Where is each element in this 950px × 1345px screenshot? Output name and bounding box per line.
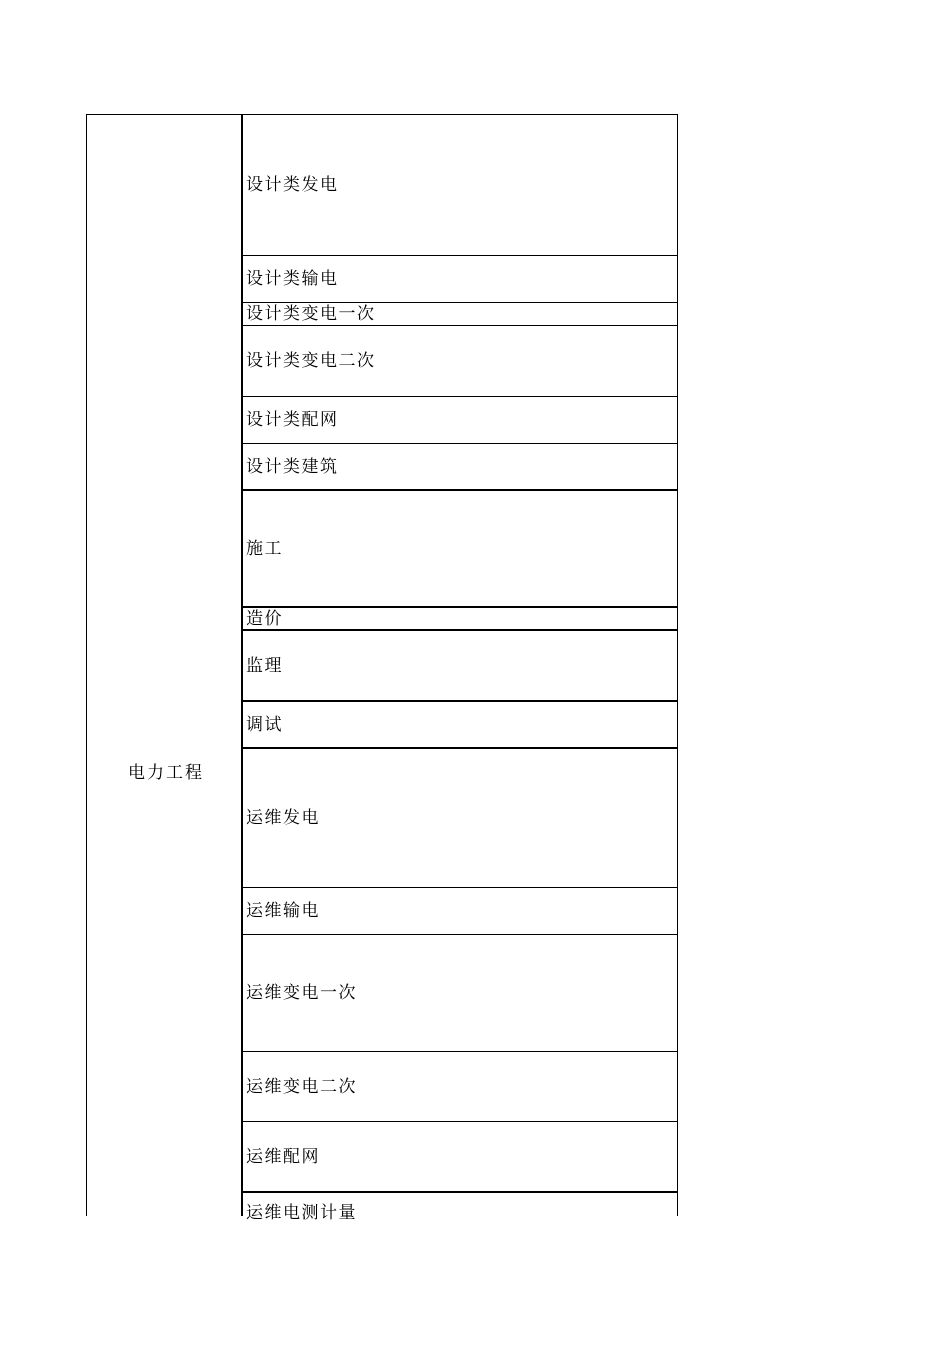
- table-row: [243, 114, 678, 255]
- row-label: 运维变电二次: [246, 1076, 357, 1097]
- table-row: [243, 489, 678, 606]
- row-label: 设计类建筑: [246, 456, 339, 477]
- table-row: [243, 443, 678, 489]
- subcategory-column: [241, 114, 678, 1223]
- table-row: [243, 1121, 678, 1191]
- table-row: [243, 747, 678, 887]
- row-label: 设计类变电二次: [246, 351, 376, 371]
- row-label: 运维输电: [246, 901, 320, 921]
- table-row: [243, 325, 678, 396]
- table-row: [243, 700, 678, 747]
- table-row: [243, 1191, 678, 1223]
- table-row: [243, 934, 678, 1051]
- table-row: [243, 255, 678, 302]
- row-label: 设计类变电一次: [246, 304, 376, 324]
- row-label: 运维配网: [246, 1146, 320, 1167]
- row-label: 设计类输电: [246, 269, 339, 289]
- table-row: [243, 302, 678, 325]
- table-row: [243, 606, 678, 629]
- row-label: 设计类发电: [246, 175, 339, 195]
- row-label: 调试: [246, 714, 283, 735]
- table-row: [243, 887, 678, 934]
- row-label: 监理: [246, 655, 283, 676]
- category-cell: [86, 114, 241, 1216]
- row-label: 设计类配网: [246, 410, 339, 430]
- table-row: [243, 629, 678, 700]
- table-row: [243, 396, 678, 443]
- table-row: [243, 1051, 678, 1121]
- row-label: 运维变电一次: [246, 983, 357, 1003]
- row-label: 施工: [246, 538, 283, 559]
- row-label: 运维发电: [246, 808, 320, 828]
- row-label: 运维电测计量: [246, 1203, 357, 1223]
- category-label: 电力工程: [128, 763, 204, 783]
- row-label: 造价: [246, 608, 283, 629]
